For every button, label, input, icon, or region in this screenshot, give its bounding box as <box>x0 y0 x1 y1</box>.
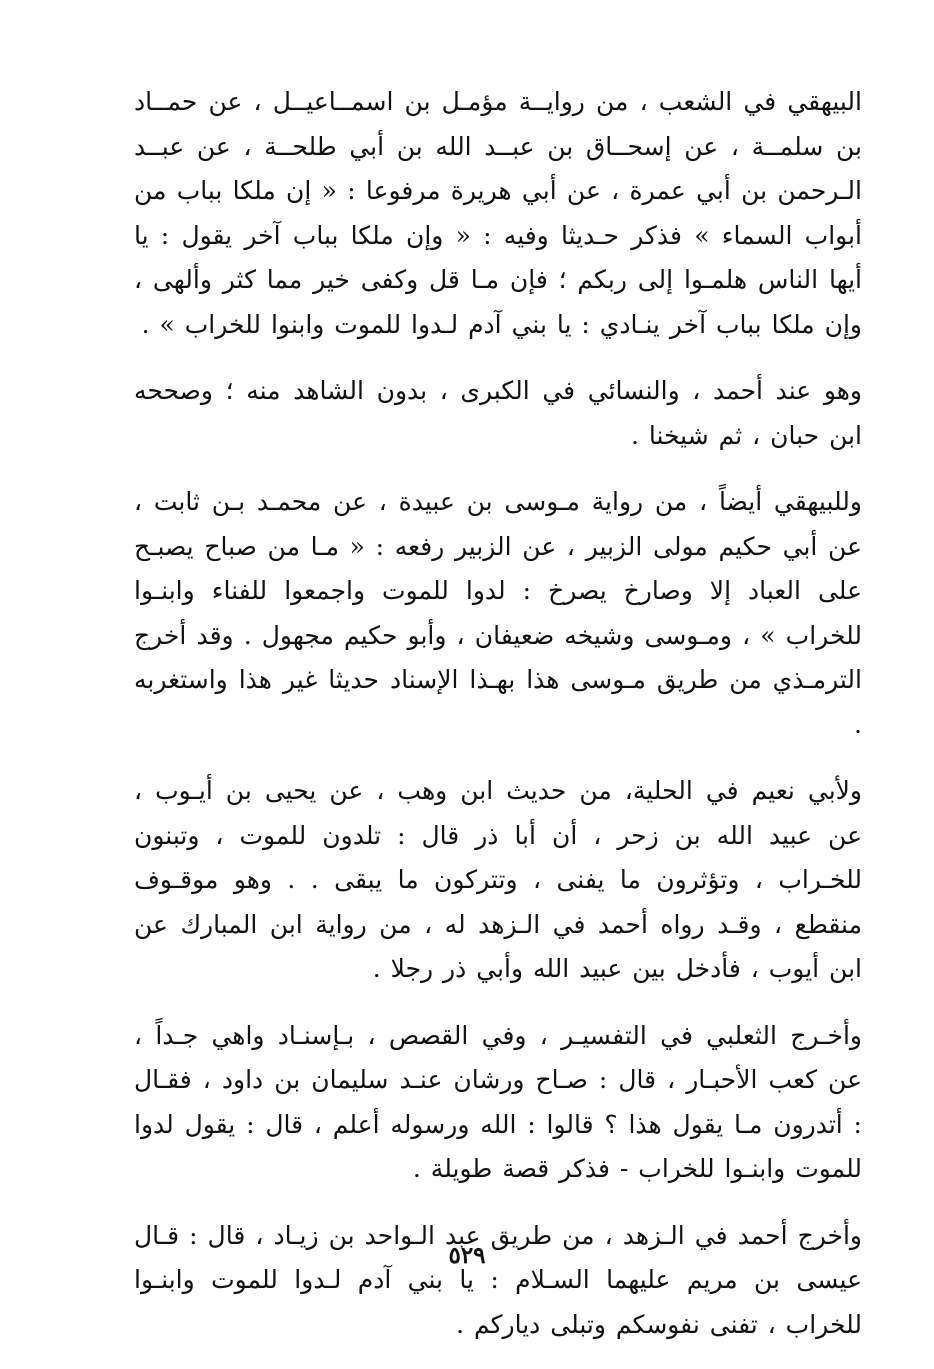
paragraph-3: وللبيهقي أيضاً ، من رواية مـوسى بن عبيدة ، عن محمـد بـن ثابت ، عن أبي حكيم مولى الزبير ، عن الزبير رفعه : « مـا من صباح يصبـح على العباد إلا وصارخ يصرخ : لدوا للموت واجمعوا للفناء وابنـوا للخراب » ، ومـوسى وشيخه ضعيفان ، وأبو حكيم مجهول . وقد أخرج الترمـذي من طريق مـوسى هذا بهـذا الإسناد حديثا غير هذا واستغربه . <box>134 487 862 739</box>
page-number: ٥٢٩ <box>448 1242 486 1269</box>
paragraph-5: وأخـرج الثعلبي في التفسيـر ، وفي القصص ، بـإسنـاد واهي جـداً ، عن كعب الأحبـار ، قال : صـاح ورشان عنـد سليمان بن داود ، فقـال : أتدرون مـا يقول هذا ؟ قالوا : الله ورسوله أعلم ، قال : يقول لدوا للموت وابنـوا للخراب - فذكر قصة طويلة . <box>134 1020 862 1183</box>
paragraph-1: البيهقي في الشعب ، من روايــة مؤمـل بن اسمــاعيــل ، عن حمــاد بن سلمــة ، عن إسحــاق بن عبــد الله بن أبي طلحــة ، عن عبــد الـرحمن بن أبي عمرة ، عن أبي هريرة مرفوعا : « إن ملكا بباب من أبواب السماء » فذكر حـديثا وفيه : « وإن ملكا بباب آخر يقول : يا أيها الناس هلمـوا إلى ربكم ؛ فإن مـا قل وكفى خير مما كثر وألهى ، وإن ملكا بباب آخر ينـادي : يا بني آدم لـدوا للموت وابنوا للخراب » . <box>134 87 862 339</box>
paragraph-4: ولأبي نعيم في الحلية، من حديث ابن وهب ، عن يحيى بن أيـوب ، عن عبيد الله بن زحر ، أن أبا ذر قال : تلدون للموت ، وتبنون للخـراب ، وتؤثرون ما يفنى ، وتتركون ما يبقى . . وهو موقـوف منقطع ، وقـد رواه أحمد في الـزهد له ، من رواية ابن المبارك عن ابن أيوب ، فأدخل بين عبيد الله وأبي ذر رجلا . <box>134 776 862 983</box>
body-text <box>134 80 862 1369</box>
paragraph-2: وهو عند أحمد ، والنسائي في الكبرى ، بدون الشاهد منه ؛ وصححه ابن حبان ، ثم شيخنا . <box>134 376 862 450</box>
paragraph-6: وأخرج أحمد في الـزهد ، من طريق عبد الـواحد بن زيـاد ، قال : قـال عيسى بن مريم عليهما السـلام : يا بني آدم لـدوا للموت وابنـوا للخراب ، تفنى نفوسكم وتبلى دياركم . <box>134 1220 862 1339</box>
